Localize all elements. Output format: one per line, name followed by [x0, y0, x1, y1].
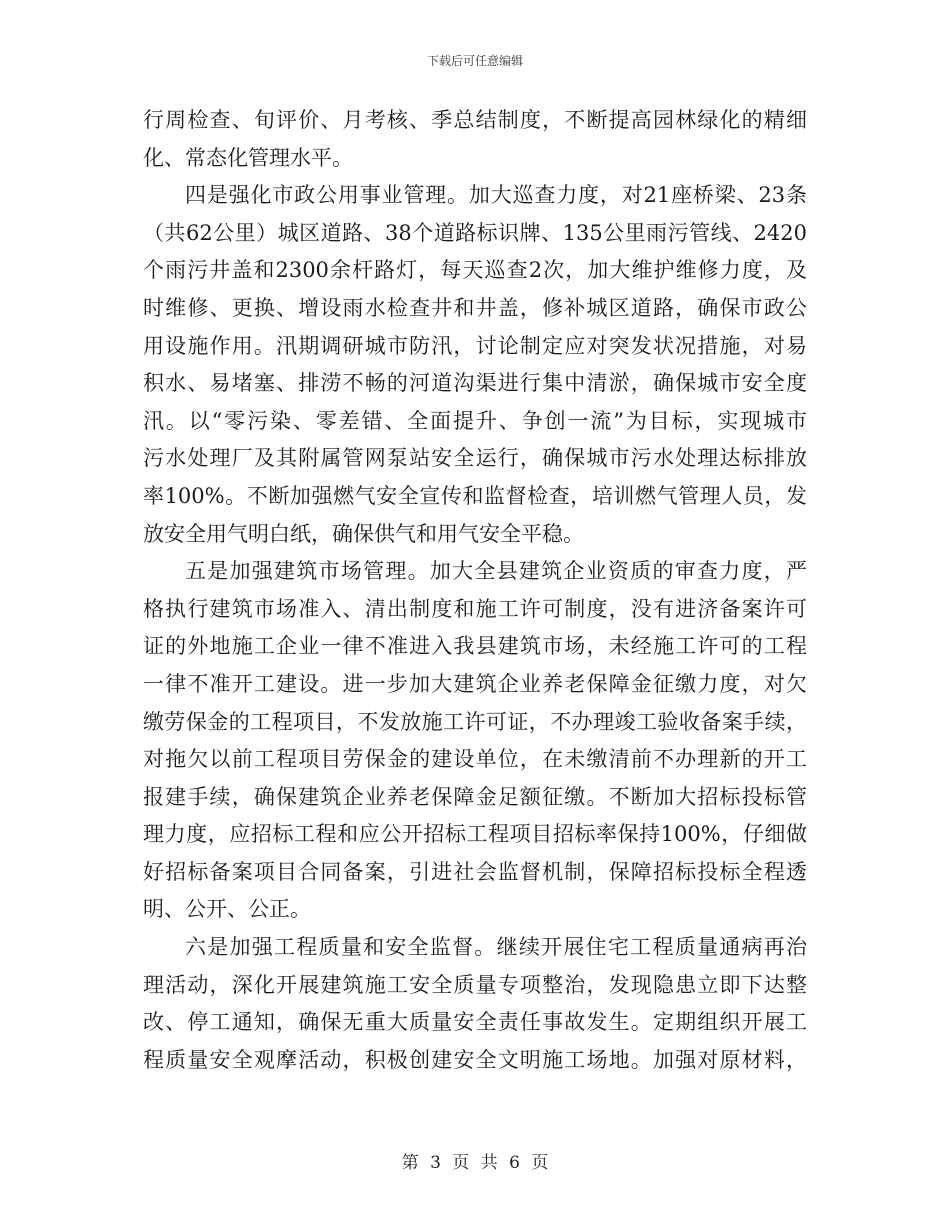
text-line: 一律不准开工建设。进一步加大建筑企业养老保障金征缴力度，对欠	[143, 671, 807, 696]
text-line: 四是强化市政公用事业管理。加大巡查力度，对21座桥梁、23条	[185, 183, 807, 208]
text-line: （共62公里）城区道路、38个道路标识牌、135公里雨污管线、2420	[143, 220, 807, 245]
text-line: 改、停工通知，确保无重大质量安全责任事故发生。定期组织开展工	[143, 1010, 807, 1035]
text-line: 理活动，深化开展建筑施工安全质量专项整治，发现隐患立即下达整	[143, 972, 807, 997]
page-number: 第 3 页 共 6 页	[401, 1153, 549, 1173]
text-line: 汛。以“零污染、零差错、全面提升、争创一流”为目标，实现城市	[143, 408, 807, 433]
text-line: 报建手续，确保建筑企业养老保障金足额征缴。不断加大招标投标管	[143, 784, 807, 809]
text-line: 证的外地施工企业一律不准进入我县建筑市场，未经施工许可的工程	[143, 634, 807, 659]
text-line: 化、常态化管理水平。	[143, 145, 353, 170]
text-line: 六是加强工程质量和安全监督。继续开展住宅工程质量通病再治	[185, 935, 807, 960]
text-line: 明、公开、公正。	[143, 897, 311, 922]
text-line: 个雨污井盖和2300余杆路灯，每天巡查2次，加大维护维修力度，及	[143, 258, 807, 283]
text-line: 行周检查、旬评价、月考核、季总结制度，不断提高园林绿化的精细	[143, 108, 807, 132]
text-line: 格执行建筑市场准入、清出制度和施工许可制度，没有进济备案许可	[143, 596, 807, 621]
text-line: 积水、易堵塞、排涝不畅的河道沟渠进行集中清淤，确保城市安全度	[143, 371, 807, 396]
text-line: 用设施作用。汛期调研城市防汛，讨论制定应对突发状况措施，对易	[143, 333, 807, 358]
text-line: 好招标备案项目合同备案，引进社会监督机制，保障招标投标全程透	[143, 859, 807, 884]
text-line: 放安全用气明白纸，确保供气和用气安全平稳。	[143, 521, 584, 546]
text-line: 理力度，应招标工程和应公开招标工程项目招标率保持100%，仔细做	[143, 822, 807, 847]
page-header: 下载后可任意编辑	[426, 54, 523, 68]
text-line: 程质量安全观摩活动，积极创建安全文明施工场地。加强对原材料，	[143, 1047, 807, 1072]
text-line: 缴劳保金的工程项目，不发放施工许可证，不办理竣工验收备案手续，	[143, 709, 807, 734]
text-line: 时维修、更换、增设雨水检查井和井盖，修补城区道路，确保市政公	[143, 295, 807, 320]
document-body	[143, 102, 807, 1079]
text-line: 率100%。不断加强燃气安全宣传和监督检查，培训燃气管理人员，发	[143, 483, 807, 508]
text-line: 五是加强建筑市场管理。加大全县建筑企业资质的审查力度，严	[185, 559, 807, 584]
text-line: 污水处理厂及其附属管网泵站安全运行，确保城市污水处理达标排放	[143, 446, 807, 471]
text-line: 对拖欠以前工程项目劳保金的建设单位，在未缴清前不办理新的开工	[143, 747, 807, 772]
